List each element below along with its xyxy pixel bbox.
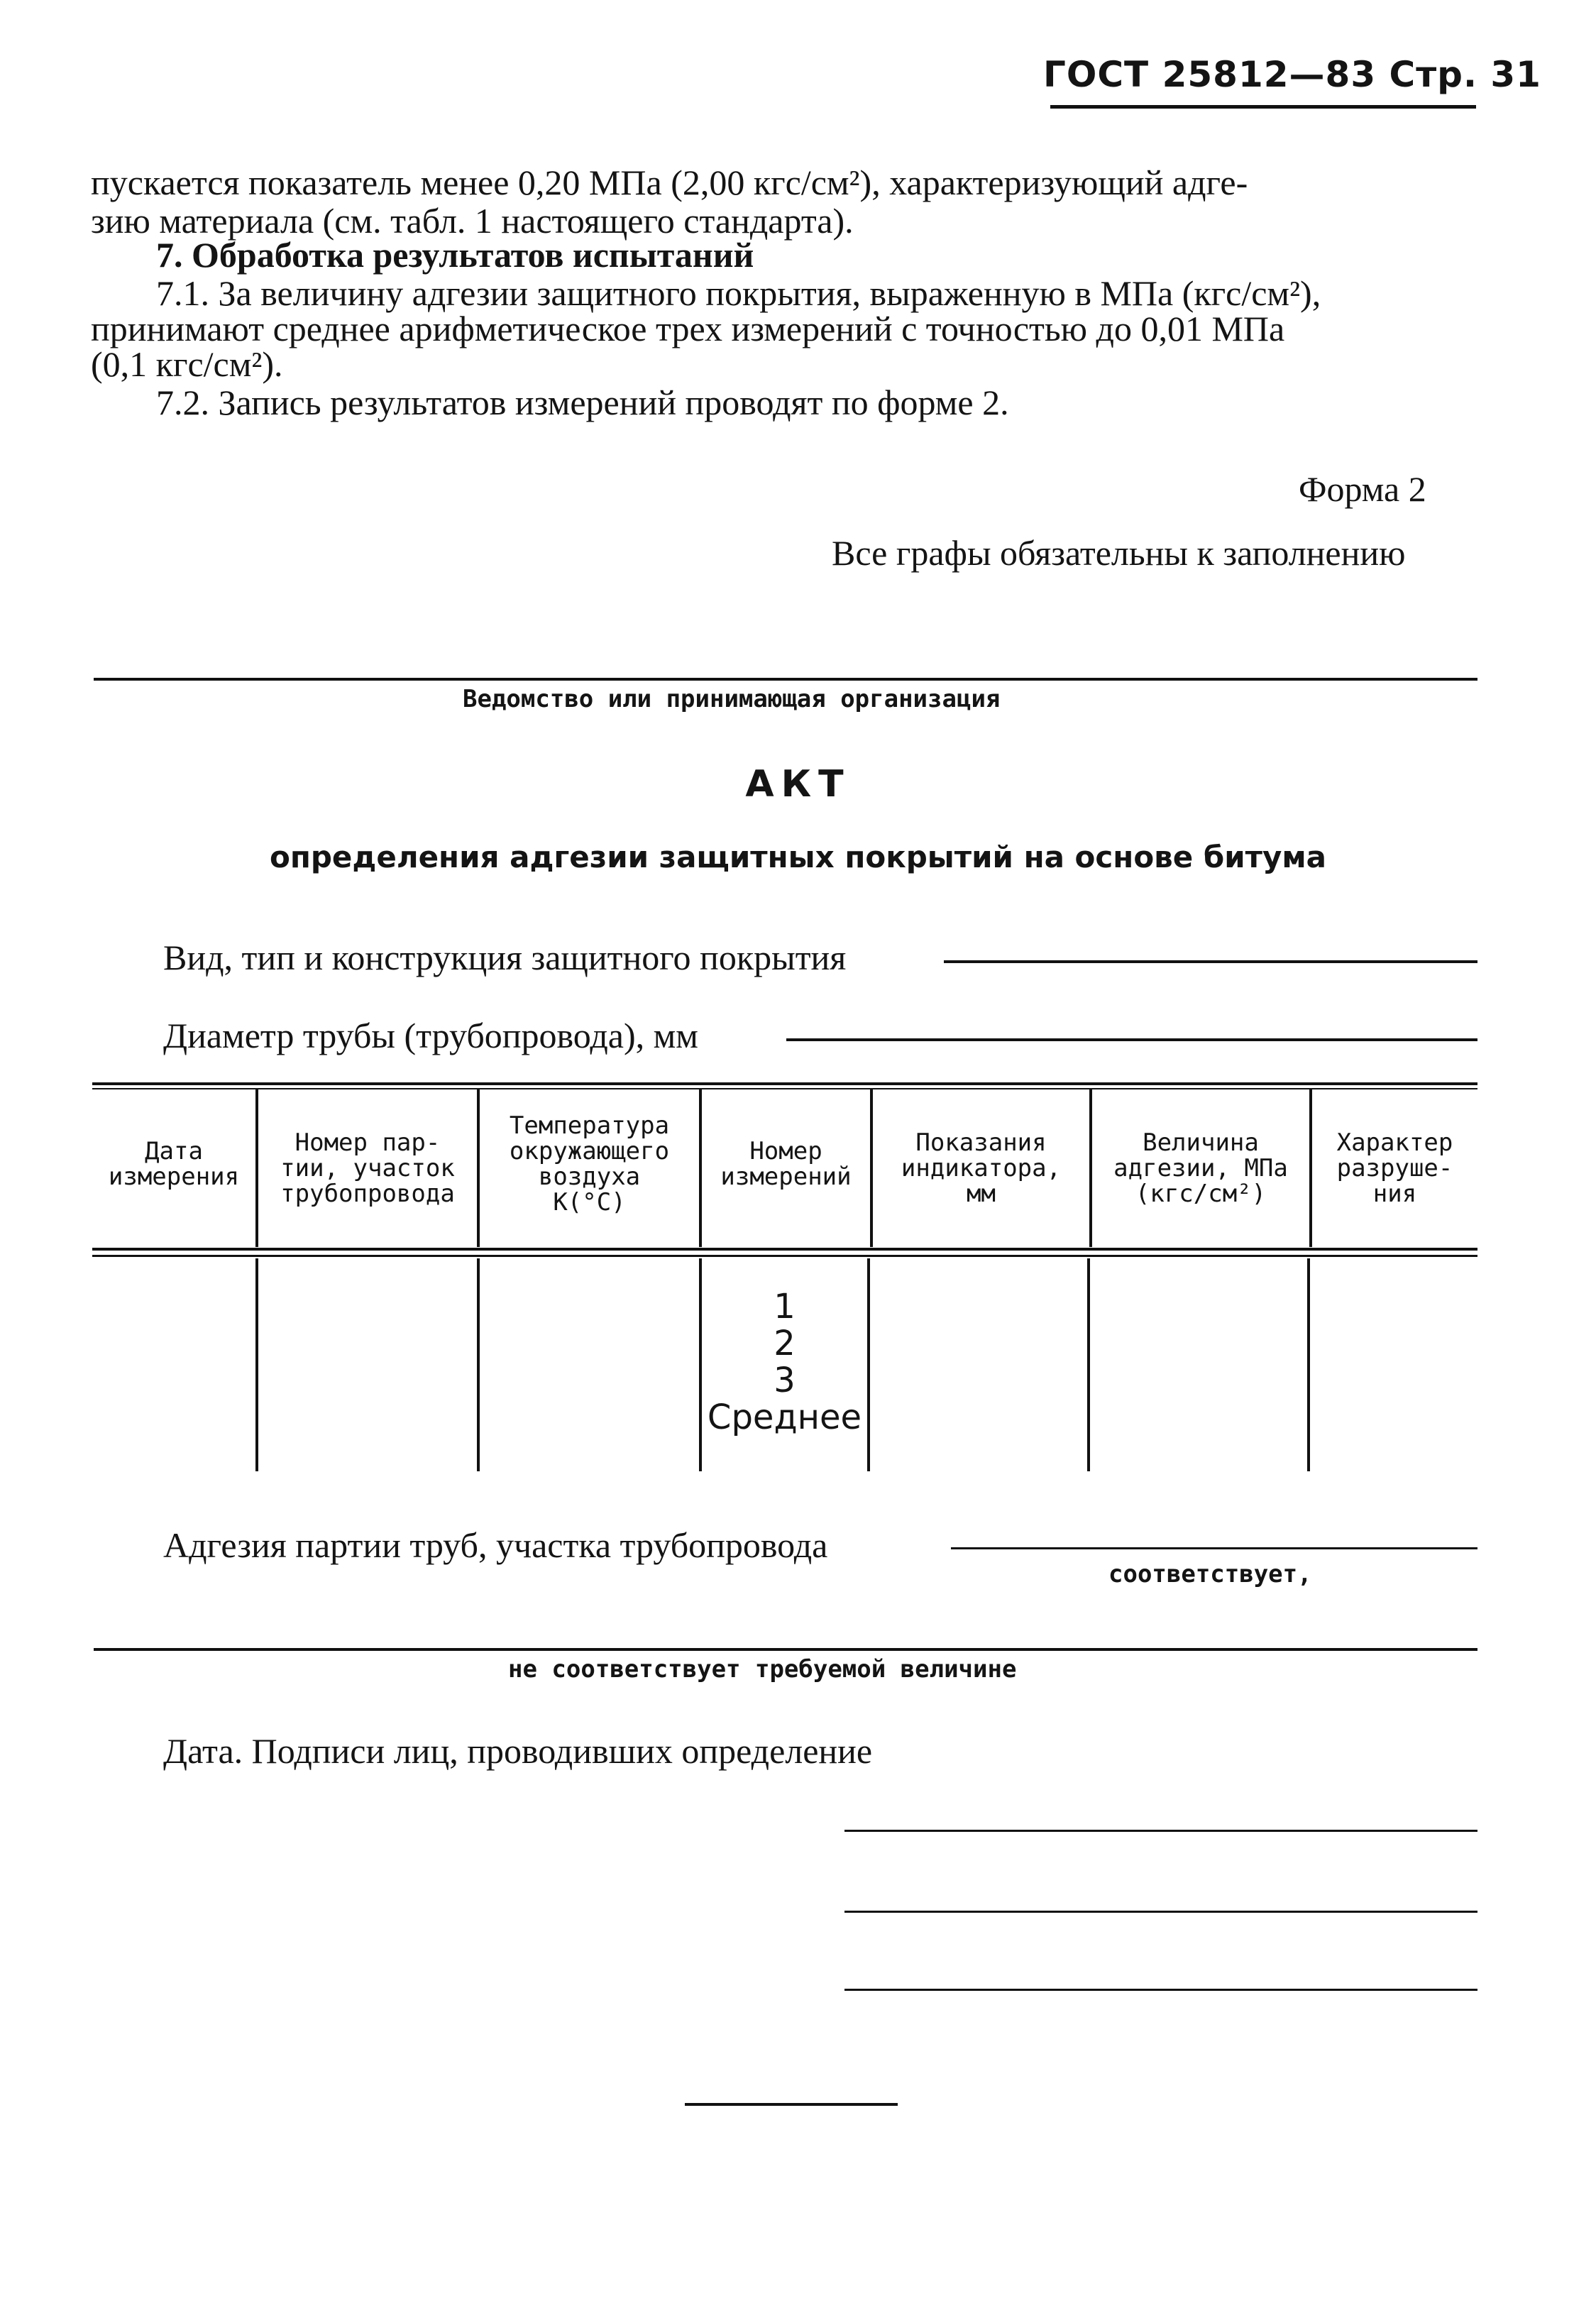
header-line: разруше- xyxy=(1336,1154,1453,1182)
measurement-list xyxy=(702,1288,867,1436)
measurement-item: 2 xyxy=(774,1324,796,1363)
header-adhesion xyxy=(1092,1130,1309,1207)
header-line: (кгс/см²) xyxy=(1135,1180,1267,1208)
table-header-rule-thin xyxy=(92,1255,1477,1257)
header-rule xyxy=(1050,105,1476,109)
measurement-item: 3 xyxy=(774,1361,796,1400)
header-line: измерения xyxy=(108,1163,240,1191)
table-top-rule xyxy=(92,1082,1477,1085)
act-title: АКТ xyxy=(745,763,851,806)
paragraph-line: принимают среднее арифметическое трех измерений с точностью до 0,01 МПа xyxy=(91,309,1285,348)
col-divider xyxy=(477,1258,480,1471)
header-line: Дата xyxy=(145,1137,203,1165)
header-line: К(°С) xyxy=(553,1188,626,1217)
header-line: измерений xyxy=(720,1163,852,1191)
signature-line[interactable] xyxy=(844,1989,1477,1991)
header-line: адгезии, МПа xyxy=(1113,1154,1288,1182)
adhesion-field-line[interactable] xyxy=(951,1547,1477,1549)
section-heading: 7. Обработка результатов испытаний xyxy=(156,235,754,275)
paragraph-line: (0,1 кгс/см²). xyxy=(91,344,283,384)
header-line: Номер xyxy=(749,1137,822,1165)
header-line: трубопровода xyxy=(280,1180,455,1208)
signature-line[interactable] xyxy=(844,1830,1477,1832)
form-label: Форма 2 xyxy=(1299,469,1426,509)
organization-line xyxy=(94,678,1477,681)
page-header: ГОСТ 25812—83 Стр. 31 xyxy=(1043,54,1541,95)
header-line: индикатора, xyxy=(901,1154,1062,1182)
paragraph-line: 7.1. За величину адгезии защитного покрытия, выраженную в МПа (кгс/см²), xyxy=(156,273,1321,313)
header-line: тии, участок xyxy=(280,1154,455,1182)
header-temperature xyxy=(480,1113,699,1215)
header-batch xyxy=(258,1130,477,1207)
header-line: Характер xyxy=(1336,1128,1453,1157)
col-divider xyxy=(867,1258,870,1471)
header-line: ния xyxy=(1372,1180,1417,1208)
col-divider xyxy=(1087,1258,1090,1471)
complies-caption: соответствует, xyxy=(1108,1560,1312,1588)
col-divider xyxy=(255,1258,258,1471)
paragraph-line: 7.2. Запись результатов измерений проводят по форме 2. xyxy=(156,383,1009,422)
signature-line[interactable] xyxy=(844,1911,1477,1913)
header-line: Величина xyxy=(1143,1128,1259,1157)
header-date xyxy=(92,1138,255,1190)
footer-rule xyxy=(685,2103,898,2106)
not-complies-caption: не соответствует требуемой величине xyxy=(508,1655,1017,1684)
table-header-rule xyxy=(92,1248,1477,1251)
coating-field-label: Вид, тип и конструкция защитного покрытия xyxy=(163,938,847,977)
conclusion-line[interactable] xyxy=(94,1648,1477,1651)
header-failure xyxy=(1312,1130,1477,1207)
header-line: воздуха xyxy=(538,1163,641,1191)
act-subtitle: определения адгезии защитных покрытий на основе битума xyxy=(269,840,1327,874)
header-line: Номер пар- xyxy=(295,1128,441,1157)
measurement-item: 1 xyxy=(774,1287,796,1327)
col-divider xyxy=(1307,1258,1310,1471)
organization-caption: Ведомство или принимающая организация xyxy=(463,685,1001,713)
signatures-label: Дата. Подписи лиц, проводивших определение xyxy=(163,1731,873,1771)
form-note: Все графы обязательны к заполнению xyxy=(832,533,1406,573)
measurement-item: Среднее xyxy=(707,1397,862,1437)
paragraph-line: пускается показатель менее 0,20 МПа (2,00 кгс/см²), характеризующий адге- xyxy=(91,163,1248,202)
table-top-rule-thin xyxy=(92,1088,1477,1089)
header-measurement-no xyxy=(702,1138,870,1190)
header-line: окружающего xyxy=(509,1137,670,1165)
coating-field-line[interactable] xyxy=(944,960,1477,963)
header-line: мм xyxy=(967,1180,996,1208)
diameter-field-line[interactable] xyxy=(786,1038,1477,1041)
header-indicator xyxy=(873,1130,1089,1207)
adhesion-label: Адгезия партии труб, участка трубопровода xyxy=(163,1525,828,1565)
paragraph-line: зию материала (см. табл. 1 настоящего стандарта). xyxy=(91,201,854,241)
header-line: Показания xyxy=(915,1128,1047,1157)
diameter-field-label: Диаметр трубы (трубопровода), мм xyxy=(163,1016,698,1055)
header-line: Температура xyxy=(509,1111,670,1140)
